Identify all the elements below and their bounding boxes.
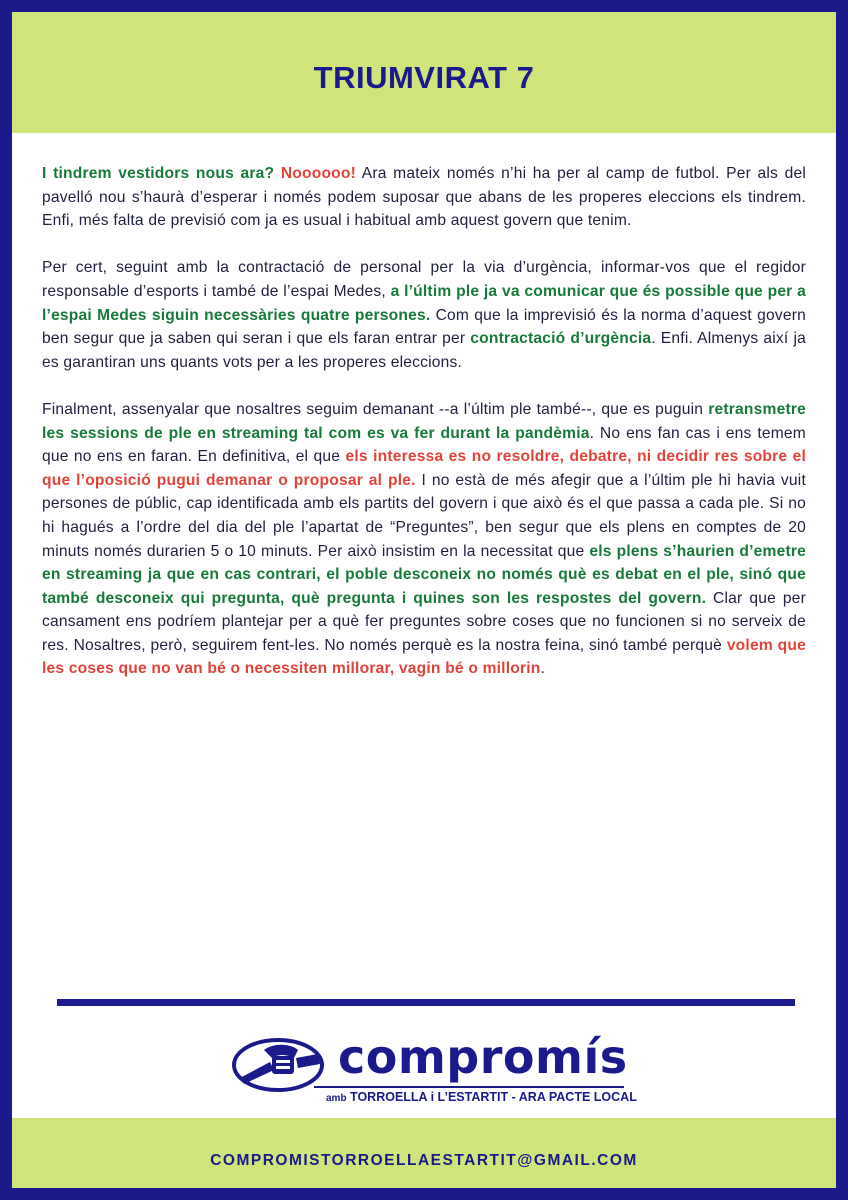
header-band <box>12 12 836 133</box>
highlight-green: contractació d’urgència <box>470 330 652 348</box>
highlight-red: els interessa es no resoldre, debatre, ni decidir res sobre el que l’oposició pugui demanar o proposar al ple. <box>42 448 807 489</box>
logo-subtitle-text: TORROELLA i L’ESTARTIT - ARA PACTE LOCAL <box>346 1090 637 1104</box>
paragraph-2 <box>42 256 806 374</box>
text-run: Clar que per cansament ens podríem plantejar per a què fer preguntes sobre coses que no funcionen si no serveix de res. Nosaltres, però, seguirem fent-les. No només perquè es la nostra feina, sinó també perquè <box>42 589 806 654</box>
text-run: Per cert, seguint amb la contractació de personal per la via d’urgència, informar-vos que el regidor responsable d’esports i també de l’espai Medes, <box>42 259 806 300</box>
text-run: . Enfi. Almenys així ja es garantiran uns quants vots per a les properes eleccions. <box>42 330 806 371</box>
text-run: . No ens fan cas i ens temem que no ens en faran. En definitiva, el que <box>42 424 806 466</box>
logo-wordmark: compromís <box>338 1030 628 1084</box>
contact-email: COMPROMISTORROELLAESTARTIT@GMAIL.COM <box>210 1152 638 1169</box>
text-run: Ara mateix només n’hi ha per al camp de futbol. Per als del pavelló nou s’haurà d’esperar i només podem suposar que abans de les properes eleccions els tindrem. Enfi, més falta de previsió com ja es usual i habitual amb aquest govern que tenim. <box>42 165 807 230</box>
article-body <box>42 162 806 705</box>
logo-subtitle-prefix: amb <box>326 1093 347 1104</box>
logo-subtitle <box>326 1090 637 1104</box>
highlight-red: Noooooo! <box>280 165 357 182</box>
paragraph-3 <box>42 398 806 681</box>
divider <box>57 999 795 1006</box>
text-run: Finalment, assenyalar que nosaltres seguim demanant --a l’últim ple també--, que es puguin <box>42 400 709 418</box>
page <box>12 12 836 1188</box>
text-run: I no està de més afegir que a l’últim ple hi havia vuit persones de públic, cap identificada amb els partits del govern i que això és el que passa a cada ple. Si no hi hagués a l’ordre del dia del ple l’apartat de “Preguntes”, ben segur que els plens en comptes de 20 minuts només durarien 5 o 10 minuts. Per això insistim en la necessitat que <box>42 471 806 560</box>
paragraph-1 <box>42 162 806 233</box>
highlight-green: a l’últim ple ja va comunicar que és possible que per a l’espai Medes siguin necessàries quatre persones. <box>42 282 806 324</box>
highlight-red: volem que les coses que no van bé o necessiten millorar, vagin bé o millorin <box>42 636 806 678</box>
footer-band <box>12 1118 836 1188</box>
compromis-logo <box>230 1030 637 1114</box>
highlight-green: retransmetre les sessions de ple en streaming tal com es va fer durant la pandèmia <box>42 400 806 442</box>
page-title: TRIUMVIRAT 7 <box>313 60 535 95</box>
highlight-green: I tindrem vestidors nous ara? <box>42 165 281 182</box>
logo-underline <box>314 1086 624 1088</box>
text-run: . <box>540 660 546 678</box>
text-run: Com que la imprevisió és la norma d’aquest govern ben segur que ja saben qui seran i que els faran entrar per <box>42 306 807 348</box>
highlight-green: els plens s’haurien d’emetre en streaming ja que en cas contrari, el poble desconeix no només què es debat en el ple, sinó que també desconeix qui pregunta, què pregunta i quines son les respostes del govern. <box>42 542 806 607</box>
